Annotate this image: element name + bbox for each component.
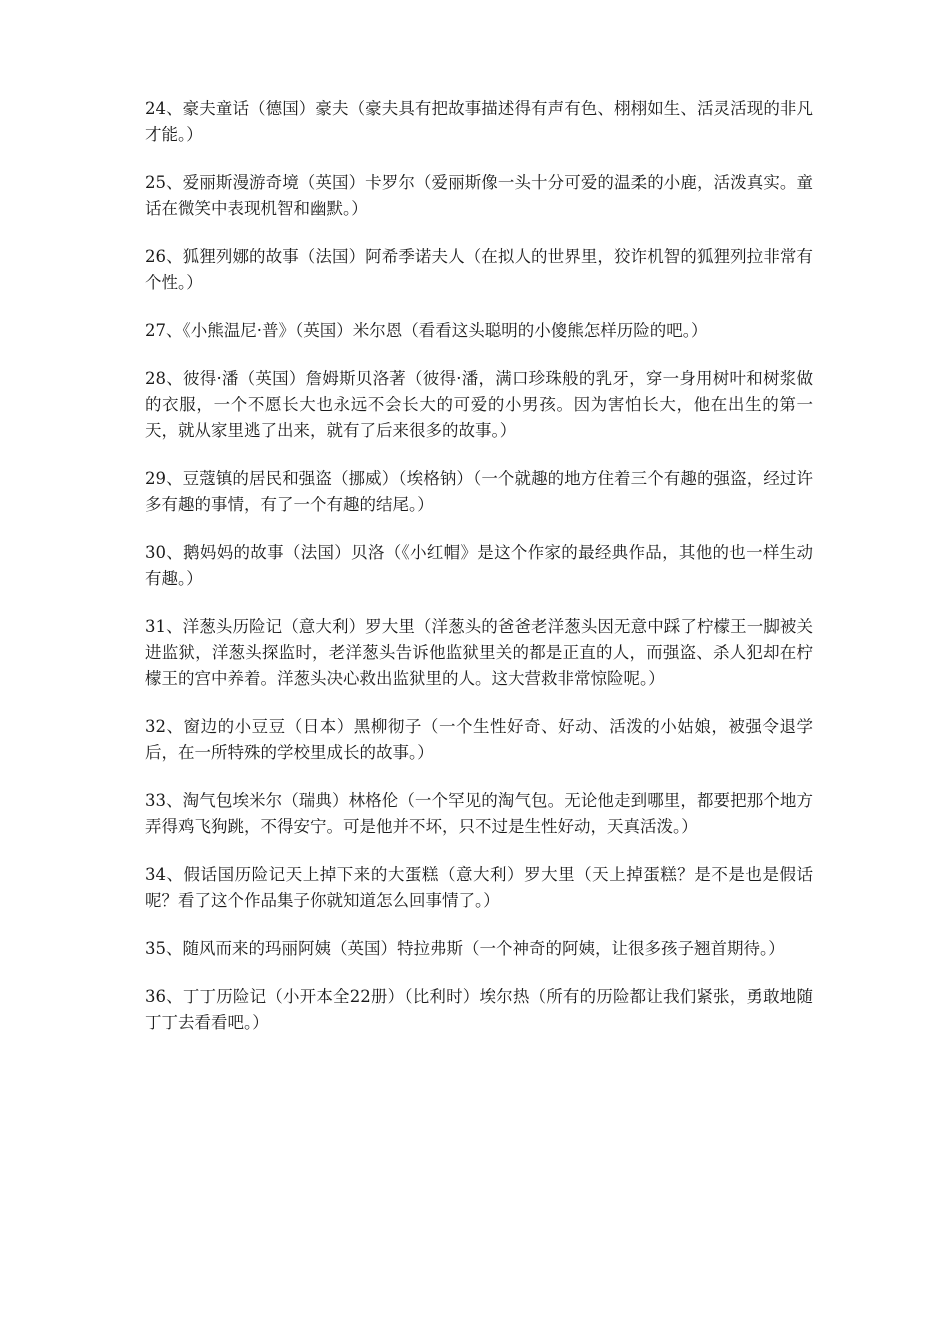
book-entry-25: 25、爱丽斯漫游奇境（英国）卡罗尔（爱丽斯像一头十分可爱的温柔的小鹿，活泼真实。童话在微笑中表现机智和幽默。） <box>145 173 813 218</box>
book-entry-34: 34、假话国历险记天上掉下来的大蛋糕（意大利）罗大里（天上掉蛋糕？是不是也是假话呢？看了这个作品集子你就知道怎么回事情了。） <box>145 865 813 910</box>
book-entry-26: 26、狐狸列娜的故事（法国）阿希季诺夫人（在拟人的世界里，狡诈机智的狐狸列拉非常有个性。） <box>145 247 813 292</box>
book-entry-24: 24、豪夫童话（德国）豪夫（豪夫具有把故事描述得有声有色、栩栩如生、活灵活现的非凡才能。） <box>145 99 813 144</box>
book-entry-32: 32、窗边的小豆豆（日本）黑柳彻子（一个生性好奇、好动、活泼的小姑娘，被强令退学后，在一所特殊的学校里成长的故事。） <box>145 717 813 762</box>
book-entry-30: 30、鹅妈妈的故事（法国）贝洛（《小红帽》是这个作家的最经典作品，其他的也一样生动有趣。） <box>145 543 813 588</box>
book-entry-36: 36、丁丁历险记（小开本全22册）（比利时）埃尔热（所有的历险都让我们紧张，勇敢地随丁丁去看看吧。） <box>145 987 813 1032</box>
book-entry-33: 33、淘气包埃米尔（瑞典）林格伦（一个罕见的淘气包。无论他走到哪里，都要把那个地方弄得鸡飞狗跳，不得安宁。可是他并不坏，只不过是生性好动，天真活泼。） <box>145 791 813 836</box>
book-entry-27: 27、《小熊温尼·普》（英国）米尔恩（看看这头聪明的小傻熊怎样历险的吧。） <box>145 321 708 340</box>
book-entry-35: 35、随风而来的玛丽阿姨（英国）特拉弗斯（一个神奇的阿姨，让很多孩子翘首期待。） <box>145 939 785 958</box>
document-body <box>145 96 813 1058</box>
book-entry-28: 28、彼得·潘（英国）詹姆斯贝洛著（彼得·潘，满口珍珠般的乳牙，穿一身用树叶和树浆做的衣服，一个不愿长大也永远不会长大的可爱的小男孩。因为害怕长大，他在出生的第一天，就从家里逃了出来，就有了后来很多的故事。） <box>145 369 813 440</box>
book-entry-29: 29、豆蔻镇的居民和强盗（挪威）（埃格钠）（一个就趣的地方住着三个有趣的强盗，经过许多有趣的事情，有了一个有趣的结尾。） <box>145 469 813 514</box>
book-entry-31: 31、洋葱头历险记（意大利）罗大里（洋葱头的爸爸老洋葱头因无意中踩了柠檬王一脚被关进监狱，洋葱头探监时，老洋葱头告诉他监狱里关的都是正直的人，而强盗、杀人犯却在柠檬王的宫中养着。洋葱头决心救出监狱里的人。这大营救非常惊险呢。） <box>145 617 813 688</box>
